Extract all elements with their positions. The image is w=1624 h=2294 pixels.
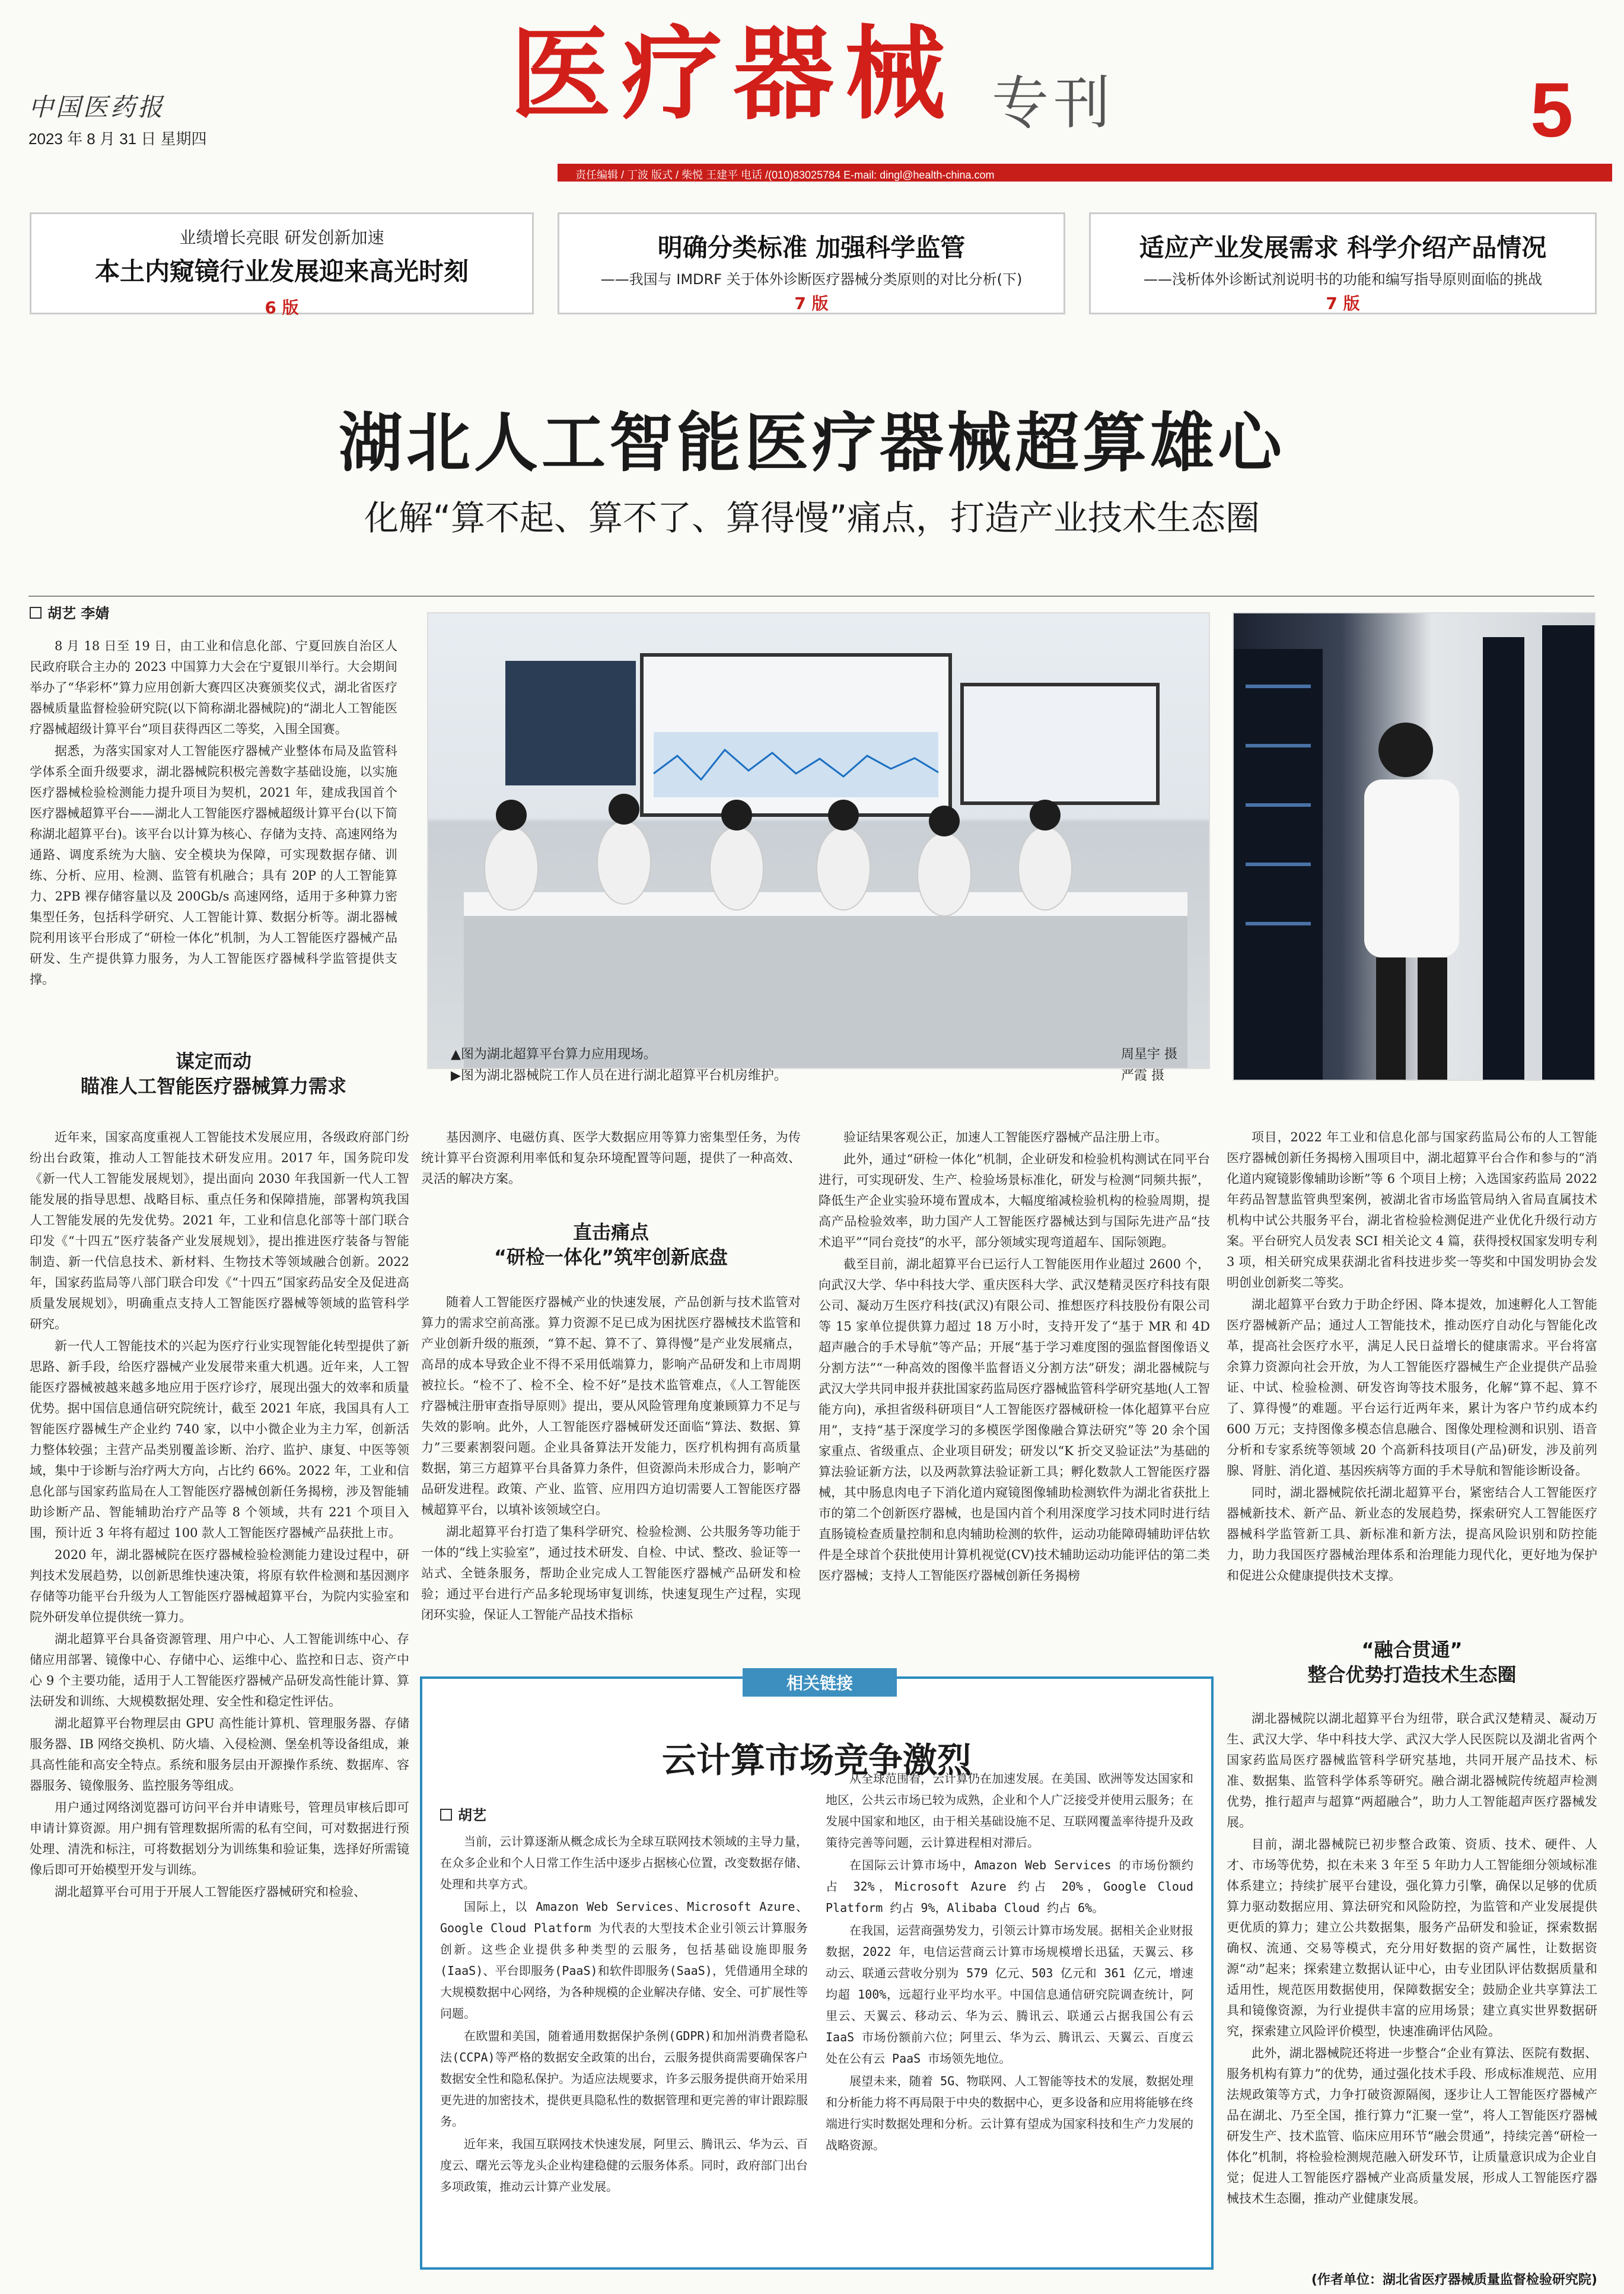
sidebar-column-a: [440, 1831, 808, 2258]
teaser-title: 适应产业发展需求 科学介绍产品情况: [1139, 233, 1547, 262]
byline: 胡艺 李婧: [30, 602, 109, 622]
paragraph: 此外，湖北器械院还将进一步整合“企业有算法、医院有数据、服务机构有算力”的优势，通过强化技术手段、形成标准规范、应用法规政策等方式，力争打破资源隔阂，逐步让人工智能医疗器械产品在湖北、乃至全国，推行算力“汇聚一堂”，将人工智能医疗器械研发生产、技术监管、临床应用环节“融会贯通”，持续完善“研检一体化”机制，将检验检测规范融入研发环节，让质量意识成为企业自觉；促进人工智能医疗器械产业高质量发展，形成人工智能医疗器械技术生态圈，推动产业健康发展。: [1227, 2046, 1597, 2206]
column-2: [421, 1292, 801, 1648]
photo-server-room: [1233, 612, 1596, 1081]
photo-credit-2: 严霞 摄: [1121, 1068, 1164, 1083]
section-title: 医疗器械: [510, 15, 957, 133]
sidebar-title: 云计算市场竞争激烈: [661, 1740, 972, 1780]
related-link-tag: 相关链接: [743, 1668, 897, 1697]
teaser-sub: ——浅析体外诊断试剂说明书的功能和编写指导原则面临的挑战: [1144, 271, 1542, 288]
paragraph: 验证结果客观公正，加速人工智能医疗器械产品注册上市。: [843, 1130, 1167, 1144]
section-subtitle: 专刊: [992, 70, 1115, 136]
paragraph: 湖北超算平台打造了集科学研究、检验检测、公共服务等功能于一体的“线上实验室”，通过技术研发、自检、中试、整改、验证等一站式、全链条服务，帮助企业完成人工智能医疗器械产品研发和检验；通过平台进行产品多轮现场审复训练，快速复现生产过程，实现闭环实验，保证人工智能产品技术指标: [421, 1525, 801, 1622]
paragraph: 湖北超算平台可用于开展人工智能医疗器械研究和检验、: [55, 1885, 366, 1899]
paragraph: 展望未来，随着 5G、物联网、人工智能等技术的发展，数据处理和分析能力将不再局限于中央的数据中心，更多设备和应用将能够在终端进行实时数据处理和分析。云计算有望成为国家科技和生产力发展的战略资源。: [826, 2074, 1193, 2152]
paragraph: 近年来，我国互联网技术快速发展，阿里云、腾讯云、华为云、百度云、曙光云等龙头企业构建稳健的云服务体系。同时，政府部门出台多项政策，推动云计算产业发展。: [440, 2137, 808, 2194]
paragraph: 2020 年，湖北器械院在医疗器械检验检测能力建设过程中，研判技术发展趋势，以创新思维快速决策，将原有软件检测和基因测序存储等功能平台升级为人工智能医疗器械超算平台，为院内实验室和院外研发单位提供统一算力。: [30, 1548, 409, 1624]
teaser-page: 7 版: [794, 294, 829, 313]
subhead-1: 谋定而动 瞄准人工智能医疗器械算力需求: [80, 1050, 346, 1097]
paragraph: 项目，2022 年工业和信息化部与国家药监局公布的人工智能医疗器械创新任务揭榜入围项目中，湖北超算平台合作和参与的“消化道内窥镜影像辅助诊断”等 6 个项目上榜；入选国家药监局 2022 年药品智慧监管典型案例，被湖北省市场监管局纳入省局直属技术机构中试公共服务平台，湖北省检验检测促进产业优化升级行动方案。平台研究人员发表 SCI 相关论文 4 篇，获得授权国家发明专利 3 项，相关研究成果获湖北省科技进步奖一等奖和中国发明协会发明创业创新奖二等奖。: [1227, 1130, 1597, 1290]
paragraph: 此外，通过“研检一体化”机制，企业研发和检验机构测试在同平台进行，可实现研发、生产、检验场景标准化，研发与检测“同频共振”，降低生产企业实验环境布置成本，大幅度缩减检验机构的检验周期，提高产品检验效率，助力国产人工智能医疗器械达到与国际先进产品“技术追平”“同台竞技”的水平，部分领域实现弯道超车、国际领跑。: [819, 1152, 1210, 1249]
teaser-box-3[interactable]: [1089, 212, 1597, 314]
paragraph: 近年来，国家高度重视人工智能技术发展应用，各级政府部门纷纷出台政策，推动人工智能技术研发应用。2017 年，国务院印发《新一代人工智能发展规划》，提出面向 2030 年我国新一代人工智能发展的指导思想、战略目标、重点任务和保障措施，部署构筑我国人工智能发展的先发优势。2021 年，工业和信息化部等十部门联合印发《“十四五”医疗装备产业发展规划》，提出推进医疗装备与智能制造、新一代信息技术、新材料、生物技术等领域融合创新。2022 年，国家药监局等八部门联合印发《“十四五”国家药品安全及促进高质量发展规划》，明确重点支持人工智能医疗器械等领域的监管科学研究。: [30, 1130, 409, 1331]
paragraph: 基因测序、电磁仿真、医学大数据应用等算力密集型任务，为传统计算平台资源利用率低和复杂环境配置等问题，提供了一种高效、灵活的解决方案。: [421, 1130, 801, 1186]
subhead-2: 直击痛点 “研检一体化”筑牢创新底盘: [493, 1221, 728, 1268]
column-3: [819, 1127, 1210, 1649]
paragraph: 在欧盟和美国，随着通用数据保护条例(GDPR)和加州消费者隐私法(CCPA)等严格的数据安全政策的出台，云服务提供商需要确保客户数据安全性和隐私保护。为适应法规要求，许多云服务提供商开始采用更先进的加密技术，提供更具隐私性的数据管理和更完善的审计跟踪服务。: [440, 2029, 808, 2128]
photo-caption-1: ▲图为湖北超算平台算力应用现场。: [451, 1047, 657, 1062]
teaser-sub: ——我国与 IMDRF 关于体外诊断医疗器械分类原则的对比分析(下): [600, 271, 1023, 288]
paragraph: 截至目前，湖北超算平台已运行人工智能医用作业超过 2600 个，向武汉大学、华中科技大学、重庆医科大学、武汉楚精灵医疗科技有限公司、凝动万生医疗科技(武汉)有限公司、推想医疗科技股份有限公司等 15 家单位提供算力超过 18 万小时，支持开发了“基于 MR 和 4D 超声融合的手术导航”等产品；开展“基于学习难度图的强监督图像语义分割方法”“一种高效的图像半监督语义分割方法”研发；湖北器械院与武汉大学共同申报并获批国家药监局医疗器械监管科学研究基地(人工智能方向)，承担省级科研项目“人工智能医疗器械研检一体化超算平台应用”，支持“基于深度学习的多模医学图像融合算法研究”等 20 余个国家重点、省级重点、企业项目研发；研发以“K 折交叉验证法”为基础的算法验证新方法，以及两款算法验证新工具；孵化数款人工智能医疗器械，其中肠息肉电子下消化道内窥镜图像辅助检测软件为湖北省获批上市的第二个创新医疗器械，也是国内首个利用深度学习技术同时进行结直肠镜检查质量控制和息肉辅助检测的软件，运动功能障碍辅助评估软件是全球首个获批使用计算机视觉(CV)技术辅助运动功能评估的第二类医疗器械；支持人工智能医疗器械创新任务揭榜: [819, 1257, 1210, 1583]
paragraph: 从全球范围看，云计算仍在加速发展。在美国、欧洲等发达国家和地区，公共云市场已较为成熟，企业和个人广泛接受并使用云服务；在发展中国家和地区，由于相关基础设施不足、互联网覆盖率待提升及政策待完善等问题，云计算进程相对滞后。: [826, 1771, 1193, 1850]
paragraph: 新一代人工智能技术的兴起为医疗行业实现智能化转型提供了新思路、新手段，给医疗器械产业发展带来重大机遇。近年来，人工智能医疗器械被越来越多地应用于医疗诊疗，展现出强大的效率和质量优势。据中国信息通信研究院统计，截至 2021 年底，我国具有人工智能医疗器械生产企业约 740 家，以中小微企业为主力军，创新活力整体较强；主营产品类别覆盖诊断、治疗、监护、康复、中医等领域，集中于诊断与治疗两大方向，占比约 66%。2022 年，工业和信息化部与国家药监局在人工智能医疗器械创新任务揭榜，涉及智能辅助诊断产品、智能辅助治疗产品等 8 个领域，共有 221 个项目入围，预计近 3 年将有超过 100 款人工智能医疗器械产品获批上市。: [30, 1339, 409, 1540]
paragraph: 湖北超算平台致力于助企纾困、降本提效，加速孵化人工智能医疗器械新产品；通过人工智能技术，推动医疗自动化与智能化改革，提高社会医疗水平，满足人民日益增长的健康需求。平台将富余算力资源向社会开放，为人工智能医疗器械生产企业提供产品验证、中试、检验检测、研发咨询等技术服务，化解“算不起、算不了、算得慢”的难题。平台运行近两年来，累计为客户节约成本约 600 万元；支持图像多模态信息融合、图像处理检测和识别、语音分析和专家系统等领域 20 个高新科技项目(产品)研发，涉及前列腺、肾脏、消化道、基因疾病等方面的手术导航和智能诊断设备。: [1227, 1297, 1597, 1478]
paragraph: 国际上，以 Amazon Web Services、Microsoft Azure、Google Cloud Platform 为代表的大型技术企业引领云计算服务创新。这些企业提供多种类型的云服务，包括基础设施即服务(IaaS)、平台即服务(PaaS)和软件即服务(SaaS)，凭借通用全球的大规模数据中心网络，为各种规模的企业解决存储、安全、可扩展性等问题。: [440, 1900, 808, 2021]
newspaper-name: 中国医药报: [28, 93, 165, 122]
teaser-page: 6 版: [265, 298, 299, 317]
paragraph: 湖北超算平台物理层由 GPU 高性能计算机、管理服务器、存储服务器、IB 网络交换机、防火墙、入侵检测、堡垒机等设备组成，兼具高性能和高安全特点。系统和服务层由开源操作系统、数据库、容器服务、镜像服务、监控服务等组成。: [30, 1716, 409, 1793]
paragraph: 在我国，运营商强势发力，引领云计算市场发展。据相关企业财报数据，2022 年，电信运营商云计算市场规模增长迅猛，天翼云、移动云、联通云营收分别为 579 亿元、503 亿元和 361 亿元，增速均超 100%，远超行业平均水平。中国信息通信研究院调查统计，阿里云、天翼云、移动云、华为云、腾讯云、联通云占据我国公有云 IaaS 市场份额前六位；阿里云、华为云、腾讯云、天翼云、百度云处在公有云 PaaS 市场领先地位。: [826, 1923, 1193, 2066]
teaser-title: 明确分类标准 加强科学监管: [657, 233, 966, 262]
paragraph: 8 月 18 日至 19 日，由工业和信息化部、宁夏回族自治区人民政府联合主办的 2023 中国算力大会在宁夏银川举行。大会期间举办了“华彩杯”算力应用创新大赛四区决赛颁奖仪式，湖北省医疗器械质量监督检验研究院(以下简称湖北器械院)的“湖北人工智能医疗器械超级计算平台”项目获得西区二等奖，入围全国赛。: [30, 639, 397, 736]
subhead-3: “融合贯通” 整合优势打造技术生态圈: [1307, 1638, 1517, 1686]
photo-credit-1: 周星宇 摄: [1121, 1047, 1177, 1062]
photo-illustration: [428, 613, 1210, 1069]
teaser-box-1[interactable]: [30, 212, 534, 317]
column-1: [30, 1127, 409, 2290]
deck: 化解“算不起、算不了、算得慢”痛点，打造产业技术生态圈: [364, 498, 1260, 538]
teaser-box-2[interactable]: [558, 212, 1065, 314]
paragraph: 湖北超算平台具备资源管理、用户中心、人工智能训练中心、存储应用部署、镜像中心、存储中心、运维中心、监控和日志、资产中心 9 个主要功能，适用于人工智能医疗器械产品研发高性能计算、算法研发和训练、大规模数据处理、安全性和稳定性评估。: [30, 1632, 409, 1708]
teaser-page: 7 版: [1326, 294, 1360, 313]
photo-computing-room: [427, 612, 1210, 1069]
paragraph: 随着人工智能医疗器械产业的快速发展，产品创新与技术监管对算力的需求空前高涨。算力资源不足已成为困扰医疗器械技术监管和产业创新升级的瓶颈，“算不起、算不了、算得慢”是产业发展痛点，高昂的成本导致企业不得不采用低端算力，影响产品研发和上市周期被拉长。“检不了、检不全、检不好”是技术监管难点，《人工智能医疗器械注册审查指导原则》提出，要从风险管理角度兼顾算力不足与失效的影响。此外，人工智能医疗器械研发还面临“算法、数据、算力”三要素割裂问题。企业具备算法开发能力，医疗机构拥有高质量数据，第三方超算平台具备算力条件，但资源尚未形成合力，影响产品研发进程。政策、产业、监管、应用四方迫切需要人工智能医疗器械超算平台，以填补该领域空白。: [421, 1295, 801, 1517]
sidebar-column-b: [826, 1768, 1193, 2260]
paragraph: 据悉，为落实国家对人工智能医疗器械产业整体布局及监管科学体系全面升级要求，湖北器械院积极完善数字基础设施，以实施医疗器械检验检测能力提升项目为契机，2021 年，建成我国首个医疗器械超算平台——湖北人工智能医疗器械超级计算平台(以下简称湖北超算平台)。该平台以计算为核心、存储为支持、高速网络为通路、调度系统为大脑、安全模块为保障，可实现数据存储、训练、分析、应用、检测、监管有机融合；具有 20P 的人工智能算力、2PB 裸存储容量以及 200Gb/s 高速网络，适用于多种算力密集型任务，包括科学研究、人工智能计算、数据分析等。湖北器械院利用该平台形成了“研检一体化”机制，为人工智能医疗器械产品研发、生产提供算力服务，为人工智能医疗器械科学监管提供支撑。: [30, 744, 397, 987]
headline: 湖北人工智能医疗器械超算雄心: [338, 406, 1285, 481]
column-4b: [1227, 1708, 1597, 2266]
teaser-kicker: 业绩增长亮眼 研发创新加速: [179, 228, 384, 247]
column-4: [1227, 1127, 1597, 1649]
sidebar-byline: 胡艺: [440, 1803, 486, 1824]
related-link-box: [420, 1673, 1214, 2270]
paragraph: 当前，云计算逐渐从概念成长为全球互联网技术领域的主导力量，在众多企业和个人日常工作生活中逐步占据核心位置，改变数据存储、处理和共享方式。: [440, 1834, 808, 1891]
paragraph: 用户通过网络浏览器可访问平台并申请账号，管理员审核后即可申请计算资源。用户拥有管理数据所需的私有空间，可对数据进行预处理、清洗和标注，可将数据划分为训练集和验证集，选择好所需镜像后即可开始模型开发与训练。: [30, 1800, 409, 1877]
photo-caption-2: ▶图为湖北器械院工作人员在进行湖北超算平台机房维护。: [451, 1068, 787, 1083]
page-number: 5: [1530, 66, 1574, 153]
paragraph: 湖北器械院以湖北超算平台为纽带，联合武汉楚精灵、凝动万生、武汉大学、华中科技大学、武汉大学人民医院以及湖北省两个国家药监局医疗器械监管科学研究基地，共同开展产品技术、标准、数据集、监管科学体系等研究。融合湖北器械院传统超声检测优势，推行超声与超算“两超融合”，助力人工智能超声医疗器械发展。: [1227, 1711, 1597, 1830]
editor-credits-bar: 责任编辑 / 丁波 版式 / 柴悦 王建平 电话 /(010)83025784 E-mail: dingl@health-china.com: [558, 164, 1612, 182]
photo-illustration: [1234, 613, 1596, 1081]
column-2-top: [421, 1127, 801, 1192]
paragraph: 目前，湖北器械院已初步整合政策、资质、技术、硬件、人才、市场等优势，拟在未来 3 年至 5 年助力人工智能细分领域标准体系建立；持续扩展平台建设，强化算力引擎，确保以足够的优质算力驱动数据应用、算法研究和风险防控，为监管和产业发展提供更优质的算力；建立公共数据集，服务产品研发和验证，探索数据确权、流通、交易等模式，充分用好数据的资产属性，让数据资源“动”起来；探索建立数据认证中心，由专业团队评估数据质量和适用性，规范医用数据使用，保障数据安全；鼓励企业共享算法工具和镜像资源，为行业提供丰富的应用场景；建立真实世界数据研究，探索建立风险评价模型，快速准确评估风险。: [1227, 1837, 1597, 2038]
teaser-title: 本土内窥镜行业发展迎来高光时刻: [94, 257, 469, 286]
intro-column: [30, 636, 397, 1022]
paragraph: 同时，湖北器械院依托湖北超算平台，紧密结合人工智能医疗器械新技术、新产品、新业态的发展趋势，探索研究人工智能医疗器械科学监管新工具、新标准和新方法，提高风险识别和防控能力，助力我国医疗器械治理体系和治理能力现代化，更好地为保护和促进公众健康提供技术支撑。: [1227, 1485, 1597, 1583]
issue-date: 2023 年 8 月 31 日 星期四: [28, 130, 207, 148]
paragraph: 在国际云计算市场中，Amazon Web Services 的市场份额约占 32%，Microsoft Azure 约占 20%，Google Cloud Platform 约占 9%，Alibaba Cloud 约占 6%。: [826, 1858, 1193, 1915]
author-affiliation: (作者单位：湖北省医疗器械质量监督检验研究院): [1311, 2273, 1597, 2287]
